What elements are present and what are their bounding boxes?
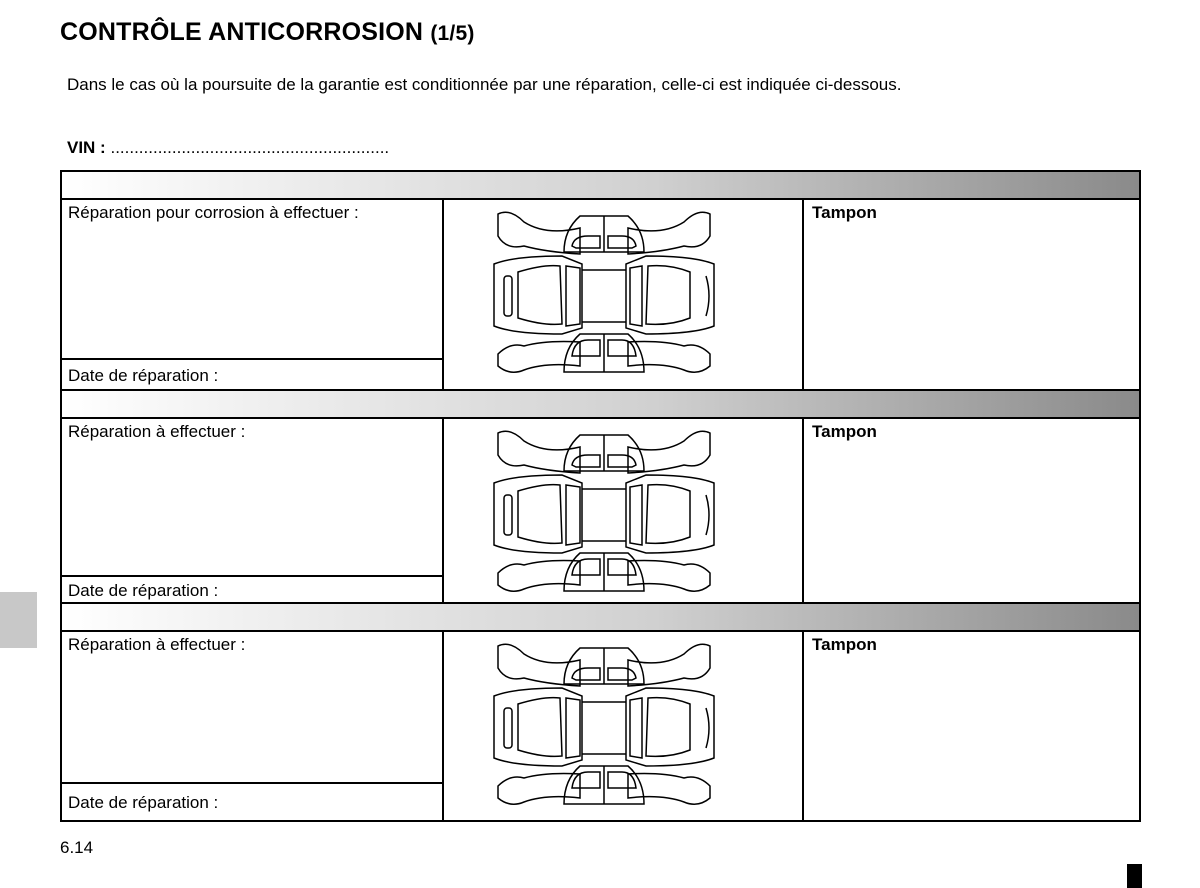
intro-text: Dans le cas où la poursuite de la garantie est conditionnée par une réparation, celle-ci est indiquée ci-dessous.	[67, 75, 902, 94]
stamp-label: Tampon	[812, 635, 877, 654]
divider	[62, 782, 442, 784]
repair-cell[interactable]	[62, 630, 442, 820]
repair-cell[interactable]	[62, 198, 442, 390]
date-label: Date de réparation :	[68, 366, 219, 385]
repair-cell[interactable]	[62, 417, 442, 603]
car-diagram-cell[interactable]	[442, 417, 804, 603]
vin-line	[67, 138, 389, 158]
car-diagram-cell[interactable]	[442, 198, 804, 390]
date-label: Date de réparation :	[68, 793, 219, 812]
divider	[62, 358, 442, 360]
stamp-cell[interactable]	[804, 630, 1139, 820]
repair-block-2	[62, 391, 1139, 603]
header-bar	[62, 604, 1139, 632]
car-diagram-icon	[484, 425, 754, 597]
vin-field[interactable]: ...........................................................	[110, 138, 390, 157]
stamp-cell[interactable]	[804, 417, 1139, 603]
stamp-cell[interactable]	[804, 198, 1139, 390]
title-text: CONTRÔLE ANTICORROSION	[60, 18, 424, 46]
page-marker	[1127, 864, 1142, 888]
page-title	[60, 18, 475, 47]
header-bar	[62, 391, 1139, 419]
repair-label: Réparation à effectuer :	[68, 635, 246, 654]
repair-label: Réparation pour corrosion à effectuer :	[68, 203, 359, 222]
date-label: Date de réparation :	[68, 581, 219, 600]
stamp-label: Tampon	[812, 203, 877, 222]
car-diagram-icon	[484, 206, 754, 378]
title-part: (1/5)	[430, 22, 475, 45]
repair-block-1	[62, 172, 1139, 390]
car-diagram-icon	[484, 638, 754, 810]
car-diagram-cell[interactable]	[442, 630, 804, 820]
repair-block-3	[62, 604, 1139, 820]
section-tab	[0, 592, 37, 648]
repair-label: Réparation à effectuer :	[68, 422, 246, 441]
corrosion-table	[60, 170, 1141, 822]
divider	[62, 575, 442, 577]
stamp-label: Tampon	[812, 422, 877, 441]
header-bar	[62, 172, 1139, 200]
vin-label: VIN :	[67, 138, 106, 157]
page-number: 6.14	[60, 838, 94, 857]
